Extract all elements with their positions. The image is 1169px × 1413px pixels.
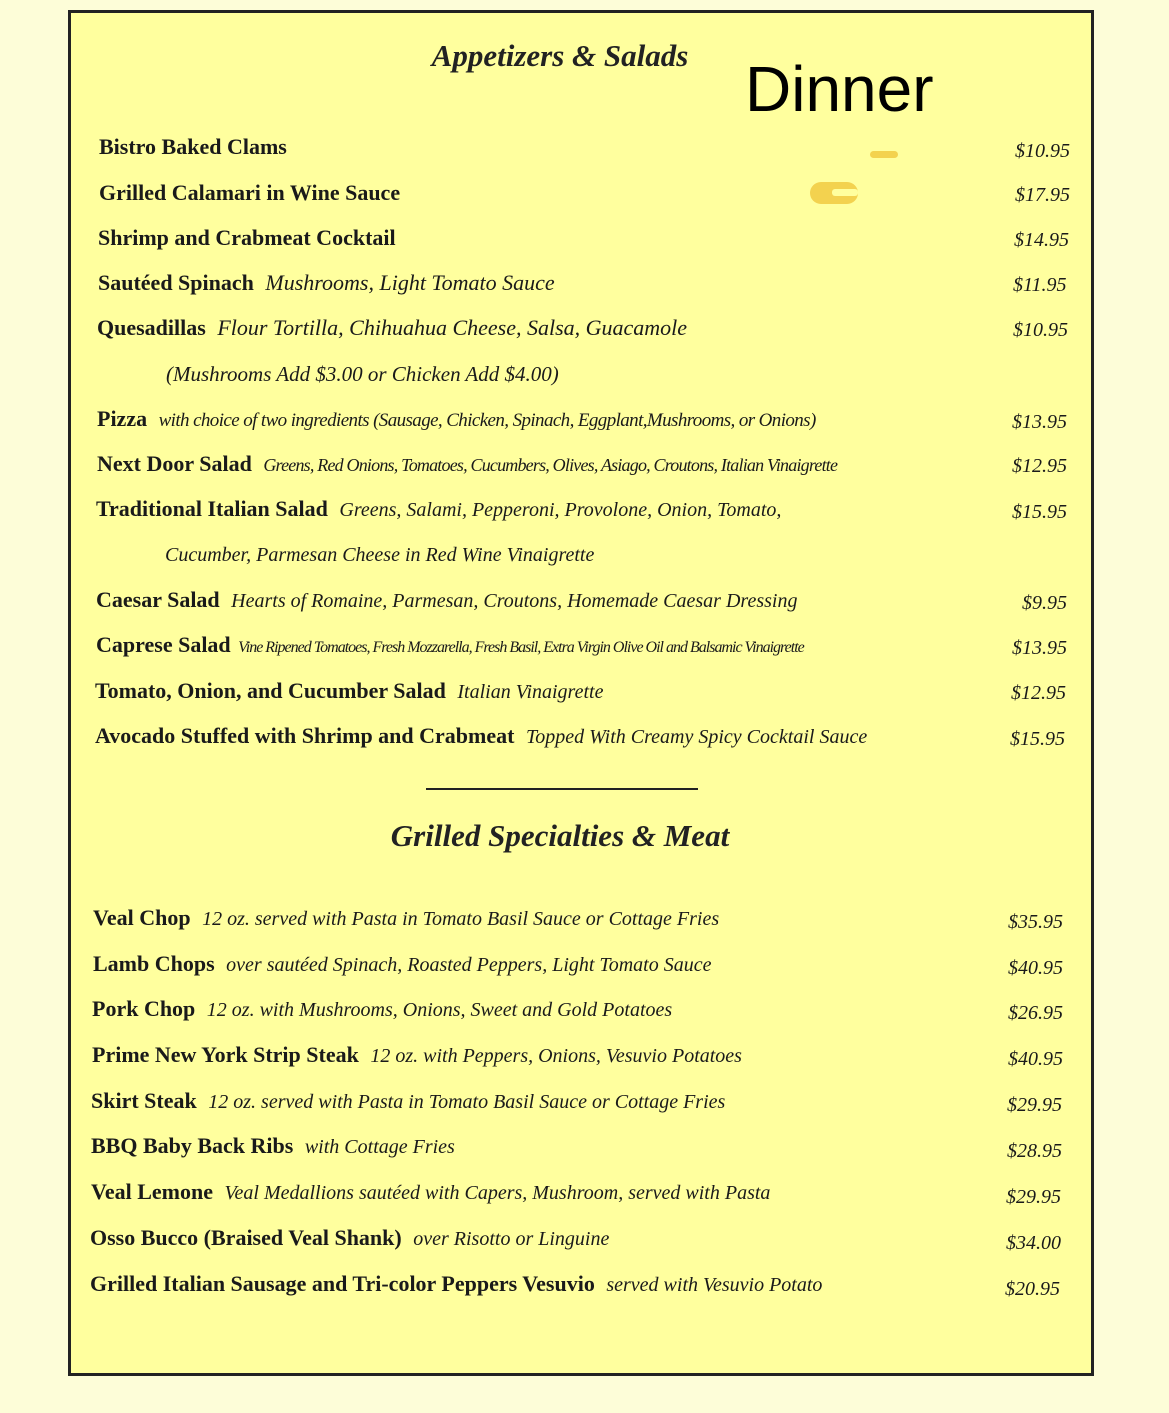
item-price: $10.95 <box>1013 319 1068 341</box>
item-price: $11.95 <box>1013 274 1067 296</box>
dinner-label: Dinner <box>745 53 934 125</box>
item-price: $35.95 <box>1008 911 1063 933</box>
item-price: $40.95 <box>1008 1048 1063 1070</box>
item-name: Lamb Chops <box>93 951 215 976</box>
menu-item <box>92 996 1063 1026</box>
item-price: $12.95 <box>1011 682 1066 704</box>
item-price: $20.95 <box>1005 1278 1060 1300</box>
item-price: $10.95 <box>1015 140 1070 162</box>
menu-item <box>97 451 1067 481</box>
menu-item <box>98 270 1067 300</box>
menu-item <box>93 905 1063 935</box>
item-name: Grilled Calamari in Wine Sauce <box>99 180 401 205</box>
item-description: Veal Medallions sautéed with Capers, Mushroom, served with Pasta <box>224 1182 771 1204</box>
item-name: Shrimp and Crabmeat Cocktail <box>98 225 396 250</box>
menu-item <box>97 406 1067 436</box>
item-price: $34.00 <box>1006 1232 1061 1254</box>
item-name: Caesar Salad <box>96 587 220 612</box>
item-name: Traditional Italian Salad <box>96 496 328 521</box>
item-name: Veal Lemone <box>91 1179 214 1204</box>
item-price: $26.95 <box>1008 1002 1063 1024</box>
item-name: Pork Chop <box>92 996 196 1021</box>
item-price: $28.95 <box>1007 1140 1062 1162</box>
item-description: Flour Tortilla, Chihuahua Cheese, Salsa, Guacamole <box>217 315 688 340</box>
item-description: Greens, Salami, Pepperoni, Provolone, Onion, Tomato, <box>339 499 782 521</box>
item-price: $29.95 <box>1006 1186 1061 1208</box>
menu-item <box>97 315 1068 345</box>
item-description: Greens, Red Onions, Tomatoes, Cucumbers, Olives, Asiago, Croutons, Italian Vinaigrette <box>263 455 838 475</box>
item-description: over sautéed Spinach, Roasted Peppers, Light Tomato Sauce <box>226 954 712 976</box>
item-name: Tomato, Onion, and Cucumber Salad <box>95 678 446 703</box>
item-description: Mushrooms, Light Tomato Sauce <box>265 270 555 295</box>
item-description-continued: Cucumber, Parmesan Cheese in Red Wine Vinaigrette <box>165 544 595 566</box>
section-divider <box>426 788 698 790</box>
item-price: $15.95 <box>1012 501 1067 523</box>
item-name: BBQ Baby Back Ribs <box>91 1133 294 1158</box>
item-description: 12 oz. with Peppers, Onions, Vesuvio Potatoes <box>370 1045 742 1067</box>
highlighter-mark <box>810 182 858 204</box>
item-name: Bistro Baked Clams <box>99 134 287 159</box>
item-name: Grilled Italian Sausage and Tri-color Peppers Vesuvio <box>90 1271 595 1296</box>
menu-item <box>96 632 1067 662</box>
menu-item <box>95 723 1065 753</box>
item-description-continued: (Mushrooms Add $3.00 or Chicken Add $4.00) <box>166 362 559 386</box>
item-description: Topped With Creamy Spicy Cocktail Sauce <box>525 726 868 748</box>
item-description: 12 oz. served with Pasta in Tomato Basil Sauce or Cottage Fries <box>208 1091 726 1113</box>
item-name: Pizza <box>97 406 148 431</box>
item-description: Vine Ripened Tomatoes, Fresh Mozzarella, Fresh Basil, Extra Virgin Olive Oil and Balsamic Vinaigrette <box>238 639 804 656</box>
item-price: $40.95 <box>1008 957 1063 979</box>
menu-item <box>99 134 1070 164</box>
menu-item <box>98 225 1069 255</box>
item-price: $29.95 <box>1007 1094 1062 1116</box>
item-price: $12.95 <box>1012 455 1067 477</box>
item-description: with Cottage Fries <box>304 1136 455 1158</box>
menu-item <box>91 1088 1062 1118</box>
menu-item <box>99 180 1070 210</box>
item-description: Italian Vinaigrette <box>457 681 604 703</box>
item-description: Hearts of Romaine, Parmesan, Croutons, Homemade Caesar Dressing <box>231 590 798 612</box>
item-name: Quesadillas <box>97 315 206 340</box>
item-price: $13.95 <box>1012 411 1067 433</box>
item-description: served with Vesuvio Potato <box>606 1274 823 1296</box>
item-price: $13.95 <box>1012 637 1067 659</box>
item-name: Osso Bucco (Braised Veal Shank) <box>90 1225 402 1250</box>
highlighter-mark <box>870 151 898 158</box>
menu-item <box>93 951 1063 981</box>
item-description: over Risotto or Linguine <box>413 1228 610 1250</box>
item-name: Caprese Salad <box>96 632 231 657</box>
menu-item <box>96 587 1067 617</box>
item-price: $9.95 <box>1022 592 1067 614</box>
item-description: 12 oz. with Mushrooms, Onions, Sweet and Gold Potatoes <box>206 999 673 1021</box>
item-name: Prime New York Strip Steak <box>92 1042 359 1067</box>
item-description: with choice of two ingredients (Sausage, Chicken, Spinach, Eggplant,Mushrooms, or Onions) <box>158 410 816 431</box>
item-description: 12 oz. served with Pasta in Tomato Basil Sauce or Cottage Fries <box>202 908 720 930</box>
item-name: Sautéed Spinach <box>98 270 254 295</box>
menu-item <box>91 1133 1062 1163</box>
section-title-appetizers: Appetizers & Salads <box>431 38 689 73</box>
item-name: Next Door Salad <box>97 451 252 476</box>
section-title-grilled: Grilled Specialties & Meat <box>390 818 730 853</box>
menu-item <box>96 496 1067 526</box>
menu-item <box>90 1271 1060 1301</box>
item-name: Avocado Stuffed with Shrimp and Crabmeat <box>95 723 515 748</box>
menu-item <box>90 1225 1061 1255</box>
menu-item <box>92 1042 1063 1072</box>
item-price: $17.95 <box>1015 184 1070 206</box>
menu-item <box>95 678 1066 708</box>
item-name: Skirt Steak <box>91 1088 197 1113</box>
item-name: Veal Chop <box>93 905 191 930</box>
item-price: $14.95 <box>1014 229 1069 251</box>
item-price: $15.95 <box>1010 728 1065 750</box>
menu-item <box>91 1179 1061 1209</box>
